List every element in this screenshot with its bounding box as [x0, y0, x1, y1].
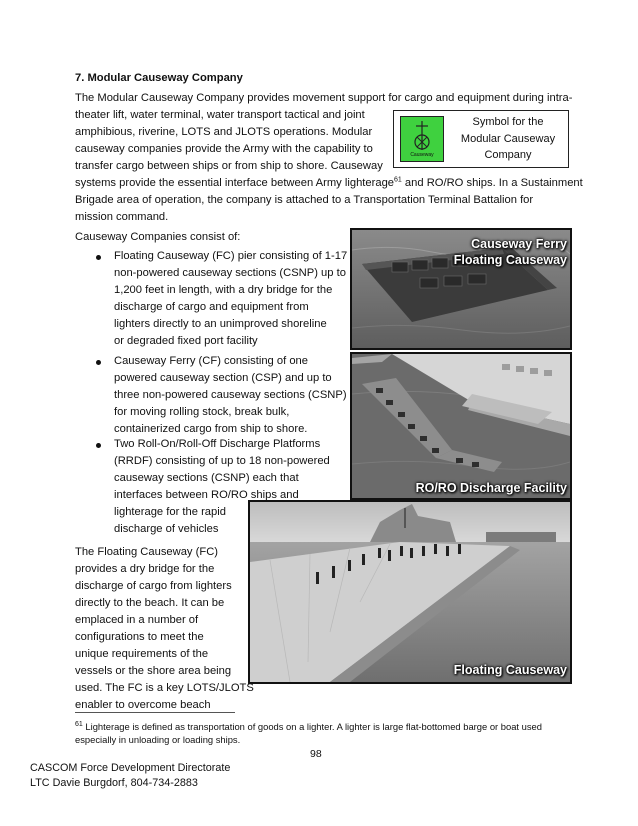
ferry-caption-line-1: Causeway Ferry [471, 237, 567, 251]
bullet-3-line-1: Two Roll-On/Roll-Off Discharge Platforms [114, 438, 321, 450]
bullet-3-line-4: interfaces between RO/RO ships and [114, 489, 299, 501]
footnote-reference: 61 [394, 176, 402, 184]
footer-line-1: CASCOM Force Development Directorate [30, 762, 231, 774]
bullet-marker [96, 443, 101, 448]
fc-line-1: The Floating Causeway (FC) [75, 546, 219, 558]
bullet-marker [96, 360, 101, 365]
footer-line-2: LTC Davie Burgdorf, 804-734-2883 [30, 777, 198, 789]
intro-line-1: The Modular Causeway Company provides movement support for cargo and equipment during intra- [75, 92, 573, 104]
roro-photo-caption: RO/RO Discharge Facility [415, 481, 567, 495]
fc-line-6: configurations to meet the [75, 631, 204, 643]
causeway-unit-symbol-icon [400, 116, 444, 162]
bullet-3-line-2: (RRDF) consisting of up to 18 non-powered [114, 455, 330, 467]
continuation-line-1: Brigade area of operation, the company is attached to a Transportation Terminal Battalion for [75, 194, 534, 206]
fc-line-8: vessels or the shore area being [75, 665, 232, 677]
systems-line-before: systems provide the essential interface between Army lighterage [75, 177, 395, 189]
bullet-2-line-1: Causeway Ferry (CF) consisting of one [114, 355, 308, 367]
companies-lead: Causeway Companies consist of: [75, 231, 241, 243]
unit-symbol-box [393, 110, 569, 168]
bullet-2-line-5: containerized cargo from ship to shore. [114, 423, 308, 435]
bullet-1-line-6: or degraded fixed port facility [114, 335, 258, 347]
bullet-3-line-5: lighterage for the rapid [114, 506, 226, 518]
footnote-number: 61 [75, 721, 83, 728]
symbol-caption-line-2: Modular Causeway [460, 132, 556, 145]
bullet-2-line-4: for moving rolling stock, break bulk, [114, 406, 290, 418]
intro-line-2: theater lift, water terminal, water transport tactical and joint [75, 109, 365, 121]
footnote-line-2: especially in unloading or loading ships. [75, 734, 241, 745]
symbol-icon-label: Causeway [410, 152, 434, 158]
ferry-photo-caption [454, 236, 567, 268]
footnote-line-1 [75, 718, 542, 733]
symbol-caption [450, 114, 566, 164]
fc-line-2: provides a dry bridge for the [75, 563, 215, 575]
fc-line-9: used. The FC is a key LOTS/JLOTS [75, 682, 254, 694]
footnote-text-1: Lighterage is defined as transportation of goods on a lighter. A lighter is large flat-bottomed barge or boat used [82, 721, 542, 733]
fc-line-7: unique requirements of the [75, 648, 209, 660]
bullet-3-line-3: causeway sections (CSNP) each that [114, 472, 299, 484]
bullet-1-line-2: non-powered causeway sections (CSNP) up to [114, 267, 346, 279]
systems-line [75, 175, 583, 192]
fc-line-10: enabler to overcome beach [75, 699, 211, 711]
intro-line-4: causeway companies provide the Army with the capability to [75, 143, 373, 155]
fc-line-4: directly to the beach. It can be [75, 597, 225, 609]
bullet-marker [96, 255, 101, 260]
floating-causeway-photo [248, 500, 572, 684]
floating-photo-caption: Floating Causeway [453, 663, 567, 677]
bullet-1-line-1: Floating Causeway (FC) pier consisting of 1-17 [114, 250, 348, 262]
bullet-2-line-3: three non-powered causeway sections (CSNP) [114, 389, 347, 401]
bullet-2-line-2: powered causeway section (CSP) and up to [114, 372, 332, 384]
bullet-1-line-5: lighters directly to an unimproved shoreline [114, 318, 327, 330]
page-number: 98 [310, 748, 322, 760]
footnote-divider [75, 712, 235, 713]
continuation-line-2: mission command. [75, 211, 169, 223]
ferry-caption-line-2: Floating Causeway [453, 253, 567, 267]
symbol-caption-line-1: Symbol for the [472, 116, 544, 128]
roro-discharge-photo [350, 352, 572, 500]
section-heading: 7. Modular Causeway Company [75, 72, 243, 84]
intro-line-3: amphibious, riverine, LOTS and JLOTS operations. Modular [75, 126, 373, 138]
bullet-3-line-6: discharge of vehicles [114, 523, 219, 535]
bullet-1-line-3: 1,200 feet in length, with a dry bridge for the [114, 284, 333, 296]
intro-line-5: transfer cargo between ships or from ship to shore. Causeway [75, 160, 383, 172]
fc-line-3: discharge of cargo from lighters [75, 580, 232, 592]
fc-line-5: emplaced in a number of [75, 614, 199, 626]
systems-line-after: and RO/RO ships. In a Sustainment [401, 177, 583, 189]
causeway-ferry-photo [350, 228, 572, 350]
bullet-1-line-4: discharge of cargo and equipment from [114, 301, 309, 313]
symbol-caption-line-3: Company [484, 149, 532, 161]
